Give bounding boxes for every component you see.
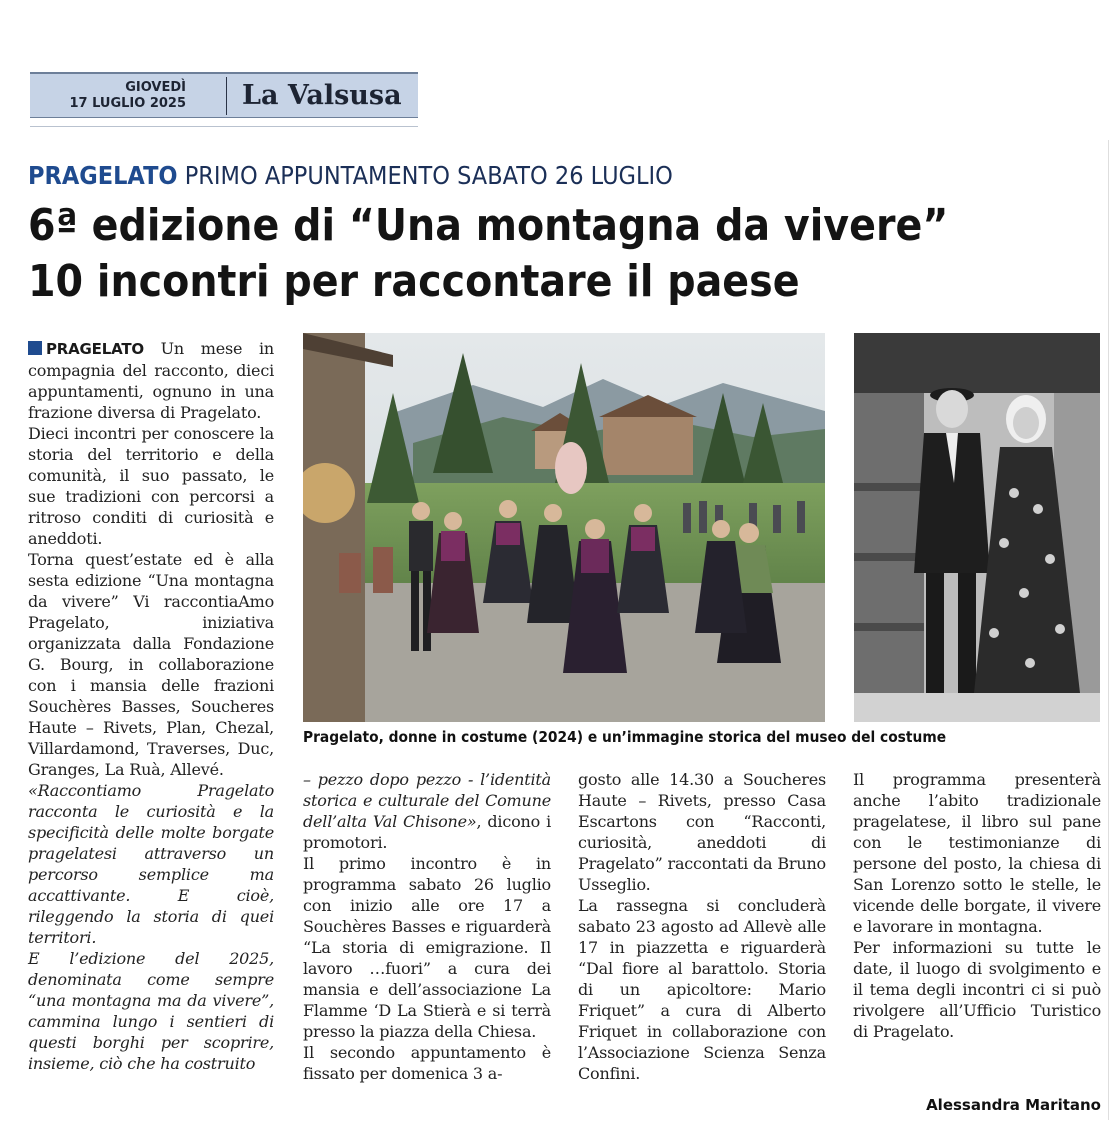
kicker-text: PRIMO APPUNTAMENTO SABATO 26 LUGLIO: [184, 161, 673, 190]
masthead-divider: [226, 77, 227, 115]
photo-historical-illustration: [854, 333, 1100, 722]
paragraph: Torna quest’estate ed è alla sesta edizione “Una montagna da vivere” Vi raccontiaAmo Pragelato, iniziativa organizzata dalla Fondazione G. Bourg, in collaborazione con i mansia delle frazioni Souchères Basses, Soucheres Haute – Rivets, Plan, Chezal, Villardamond, Traverses, Duc, Granges, La Ruà, Allevé.: [28, 550, 274, 779]
photo-dancers-illustration: [303, 333, 825, 722]
quote-paragraph: E l’edizione del 2025, denominata come sempre “una montagna ma da vivere”, cammina lungo i sentieri di questi borghi per scoprire, insieme, ciò che ha costruito: [28, 949, 274, 1073]
paragraph: gosto alle 14.30 a Soucheres Haute – Rivets, presso Casa Escartons con “Racconti, curiosità, aneddoti di Pragelato” raccontati da Bruno Usseglio.: [578, 770, 826, 894]
headline: [28, 198, 1018, 310]
quote-paragraph: «Raccontiamo Pragelato racconta le curiosità e la specificità delle molte borgate pragelatesi attraverso un percorso semplice ma accattivante. E cioè, rileggendo la storia di quei territori.: [28, 781, 274, 947]
paragraph: Per informazioni su tutte le date, il luogo di svolgimento e il tema degli incontri ci si può rivolgere all’Ufficio Turistico di Pragelato.: [853, 938, 1101, 1041]
article-column-1: [28, 338, 274, 1074]
paragraph: Dieci incontri per conoscere la storia del territorio e della comunità, il suo passato, le sue tradizioni con percorsi a ritroso conditi di curiosità e aneddoti.: [28, 424, 274, 548]
article-column-2: [303, 769, 551, 1084]
article-column-3: [578, 769, 826, 1084]
photo-caption: Pragelato, donne in costume (2024) e un’immagine storica del museo del costume: [303, 728, 947, 746]
paragraph: Il secondo appuntamento è fissato per domenica 3 a-: [303, 1043, 551, 1083]
kicker: [28, 158, 673, 194]
paragraph: [303, 769, 551, 853]
paragraph: Il primo incontro è in programma sabato 26 luglio con inizio alle ore 17 a Souchères Basses e riguarderà “La storia di emigrazione. Il lavoro …fuori” a cura dei mansia e dell’associazione La Flamme ‘D La Stierà e si terrà presso la piazza della Chiesa.: [303, 854, 551, 1041]
quote-text: – pezzo dopo pezzo - l’identità storica e culturale del Comune dell’alta Val Chisone»: [303, 770, 551, 831]
article-column-4: [853, 769, 1101, 1042]
newspaper-name: La Valsusa: [242, 80, 402, 111]
headline-line-2: 10 incontri per raccontare il paese: [28, 256, 800, 307]
masthead-rule: [30, 126, 418, 127]
photo-historical: [854, 333, 1100, 722]
kicker-location: PRAGELATO: [28, 161, 178, 190]
paragraph-text: , dicono i promotori.: [303, 812, 551, 852]
paragraph: [28, 338, 274, 423]
paragraph: La rassegna si concluderà sabato 23 agosto ad Allevè alle 17 in piazzetta e riguarderà “Dal fiore al barattolo. Storia di un apicoltore: Mario Friquet” a cura di Alberto Friquet in collaborazione con l’Associazione Scienza Senza Confini.: [578, 896, 826, 1083]
page-edge-rule: [1108, 140, 1109, 1120]
photo-dancers: [303, 333, 825, 722]
masthead: [30, 72, 418, 118]
masthead-day: 17 LUGLIO 2025: [69, 96, 186, 111]
headline-line-1: 6ª edizione di “Una montagna da vivere”: [28, 200, 949, 251]
masthead-date: [30, 80, 186, 112]
dateline: PRAGELATO: [28, 340, 144, 358]
dateline-marker: [28, 341, 42, 355]
paragraph-text: Un mese in compagnia del racconto, dieci appuntamenti, ognuno in una frazione diversa di Pragelato.: [28, 339, 274, 422]
author-byline: Alessandra Maritano: [926, 1096, 1101, 1114]
masthead-weekday: GIOVEDÌ: [125, 80, 186, 95]
paragraph: Il programma presenterà anche l’abito tradizionale pragelatese, il libro sul pane con le testimonianze di persone del posto, la chiesa di San Lorenzo sotto le stelle, le vicende delle borgate, il vivere e lavorare in montagna.: [853, 770, 1101, 936]
